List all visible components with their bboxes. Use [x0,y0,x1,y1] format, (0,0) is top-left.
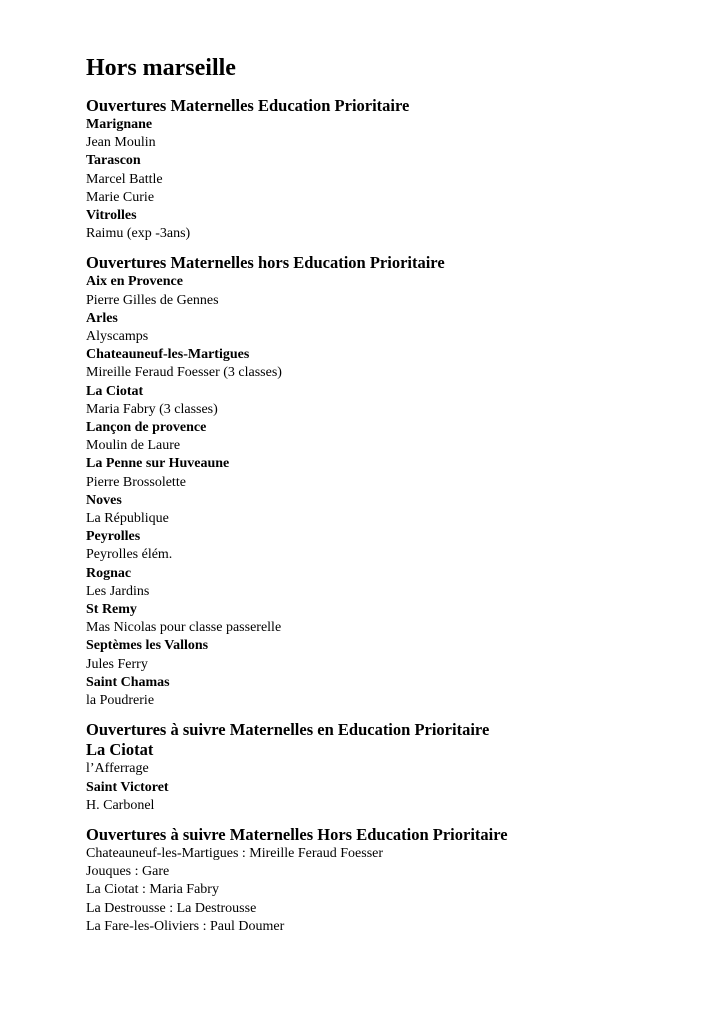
section-4 [86,825,724,936]
section-subheading: La Ciotat [86,740,154,760]
school-name: H. Carbonel [86,797,155,813]
commune-name: Peyrolles [86,529,141,545]
commune-name: Marignane [86,117,153,132]
school-name: Marie Curie [86,189,155,205]
section-heading: Ouvertures à suivre Maternelles en Education Prioritaire [86,720,490,740]
commune-name: La Penne sur Huveaune [86,456,230,472]
commune-name: Tarascon [86,153,141,169]
school-name: Pierre Brossolette [86,474,186,490]
school-name: Les Jardins [86,583,150,599]
school-name: la Poudrerie [86,693,155,709]
commune-name: Aix en Provence [86,274,183,290]
section-heading: Ouvertures Maternelles hors Education Prioritaire [86,253,445,273]
commune-name: Saint Victoret [86,779,169,795]
section-gap [86,815,724,825]
page-title: Hors marseille [86,55,236,81]
school-name: Alyscamps [86,329,149,345]
school-name: Jules Ferry [86,656,148,672]
section-gap [86,86,724,96]
commune-name: Saint Chamas [86,674,170,690]
school-name: Jean Moulin [86,135,156,151]
section-1 [86,96,724,243]
section-heading: Ouvertures Maternelles Education Prioritaire [86,96,410,115]
section-gap [86,243,724,253]
school-name: La Destrousse : La Destrousse [86,900,257,916]
section-2 [86,253,724,710]
commune-name: Lançon de provence [86,420,207,436]
section-3 [86,720,724,815]
school-name: Moulin de Laure [86,438,181,454]
school-name: Mas Nicolas pour classe passerelle [86,620,282,636]
school-name: La République [86,511,169,527]
commune-name: Septèmes les Vallons [86,638,209,654]
commune-name: Chateauneuf-les-Martigues [86,347,250,363]
commune-name: St Remy [86,602,137,618]
commune-name: Vitrolles [86,208,137,224]
school-name: l’Afferrage [86,761,149,777]
school-name: Chateauneuf-les-Martigues : Mireille Feraud Foesser [86,845,384,861]
school-name: La Ciotat : Maria Fabry [86,882,219,898]
commune-name: Noves [86,492,122,508]
school-name: Jouques : Gare [86,864,170,880]
school-name: La Fare-les-Oliviers : Paul Doumer [86,918,285,934]
sections-container [86,86,724,936]
commune-name: La Ciotat [86,383,144,399]
school-name: Maria Fabry (3 classes) [86,401,218,417]
commune-name: Rognac [86,565,132,581]
school-name: Marcel Battle [86,171,163,187]
section-gap [86,710,724,720]
section-heading: Ouvertures à suivre Maternelles Hors Education Prioritaire [86,824,508,844]
school-name: Raimu (exp -3ans) [86,226,191,242]
school-name: Peyrolles élém. [86,547,173,563]
school-name: Pierre Gilles de Gennes [86,292,219,308]
school-name: Mireille Feraud Foesser (3 classes) [86,365,282,381]
commune-name: Arles [86,310,118,326]
